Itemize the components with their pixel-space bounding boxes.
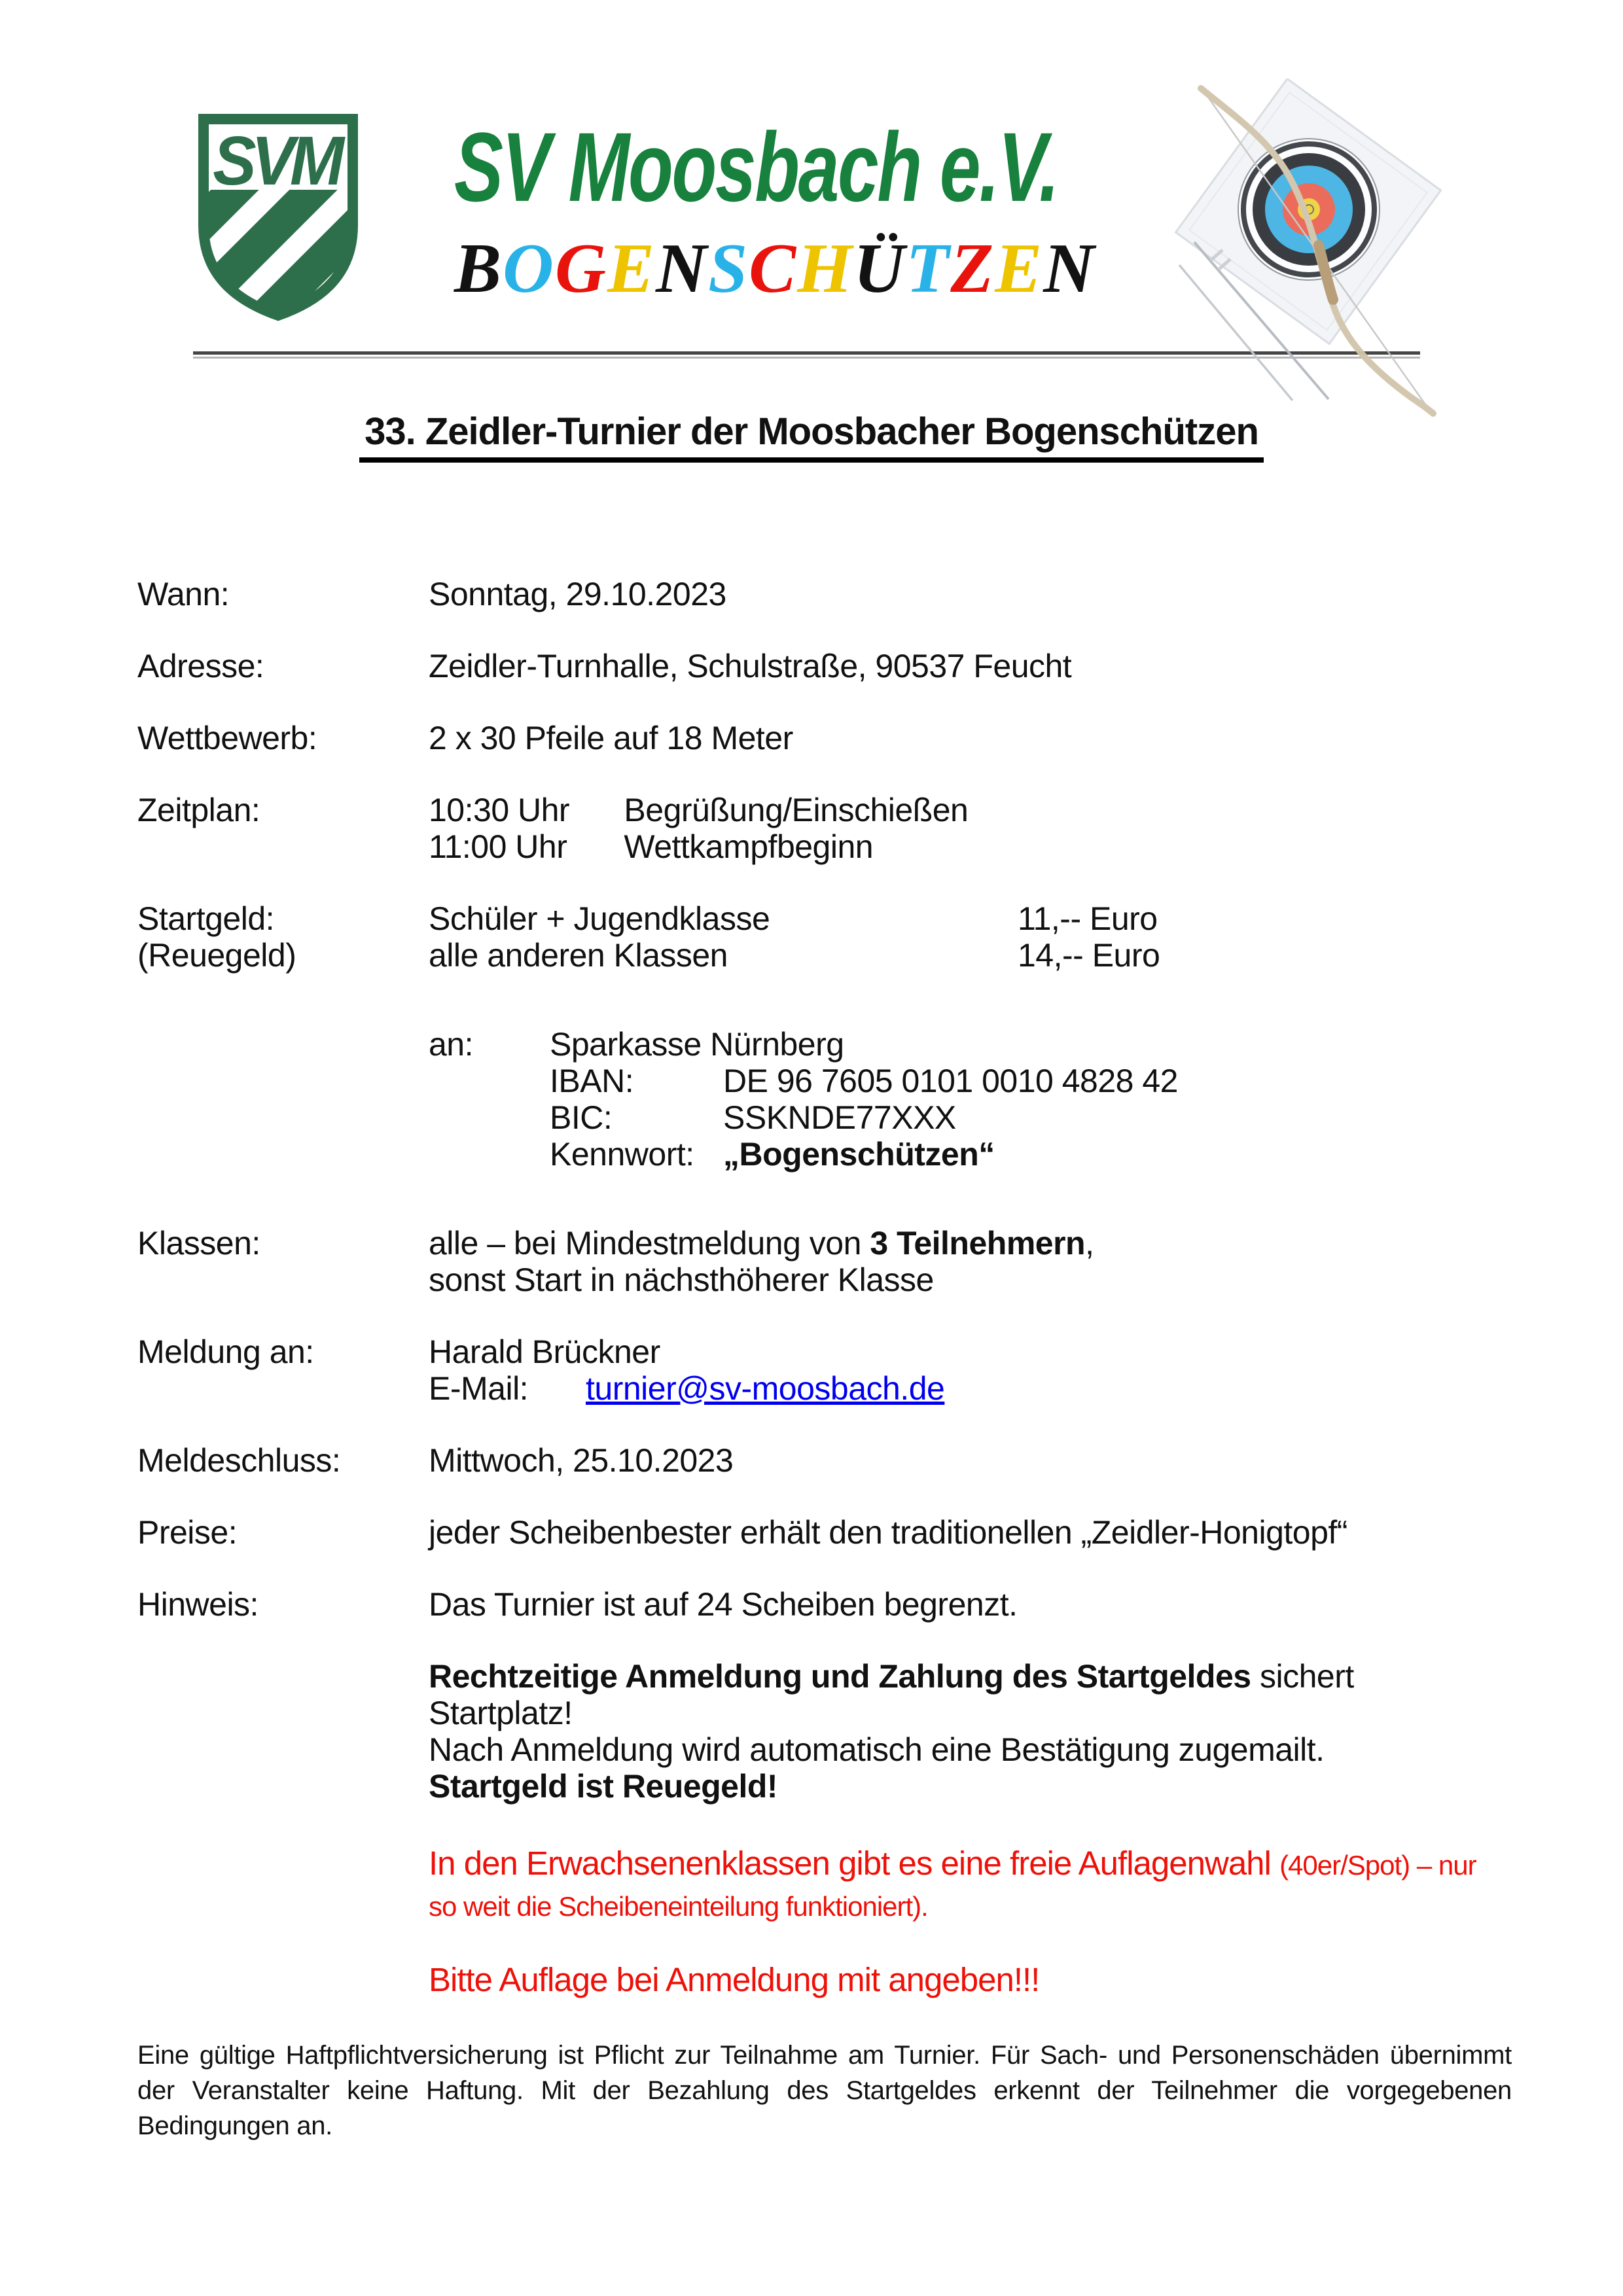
fee-price: 11,-- Euro <box>1018 900 1158 937</box>
row-label: Hinweis: <box>137 1586 259 1623</box>
fee-class: alle anderen Klassen <box>429 937 728 974</box>
club-name: SV Moosbach e.V. <box>454 112 1058 222</box>
banner-letter: T <box>906 230 951 308</box>
banner-letter: H <box>797 230 854 308</box>
row-label: Zeitplan: <box>137 792 260 828</box>
row-label: Wettbewerb: <box>137 720 317 756</box>
document-body <box>0 576 1623 2000</box>
notice-bold: Rechtzeitige Anmeldung und Zahlung des Startgeldes <box>429 1658 1251 1695</box>
fee-class: Schüler + Jugendklasse <box>429 900 770 937</box>
schedule-time: 10:30 Uhr <box>429 792 570 828</box>
row-adresse <box>137 648 1486 684</box>
club-title-block <box>454 110 1259 308</box>
row-startgeld <box>137 900 1486 974</box>
reuegeld-warning: Startgeld ist Reuegeld! <box>429 1768 778 1805</box>
row-value: Mittwoch, 25.10.2023 <box>429 1442 734 1479</box>
schedule-item <box>429 828 968 865</box>
row-preise <box>137 1514 1486 1551</box>
iban-value: DE 96 7605 0101 0010 4828 42 <box>723 1063 1178 1099</box>
row-label: Startgeld: (Reuegeld) <box>137 900 296 974</box>
logo-monogram: SVM <box>213 122 340 200</box>
svm-shield-logo-icon <box>194 113 362 322</box>
bank-name: Sparkasse Nürnberg <box>550 1026 844 1063</box>
kennwort-label: Kennwort: <box>550 1136 694 1173</box>
row-label: Wann: <box>137 576 230 612</box>
red-alert-block <box>429 1844 1486 2000</box>
contact-block <box>429 1333 944 1407</box>
row-zeitplan <box>137 792 1486 865</box>
bic-label: BIC: <box>550 1099 613 1136</box>
schedule-event: Begrüßung/Einschießen <box>624 792 969 828</box>
bank-iban-line <box>429 1063 1486 1099</box>
row-wann <box>137 576 1486 612</box>
document-title: 33. Zeidler-Turnier der Moosbacher Bogenschützen <box>359 411 1264 463</box>
schedule-item <box>429 792 968 828</box>
bank-kennwort-line <box>429 1136 1486 1173</box>
bank-bic-line <box>429 1099 1486 1136</box>
row-value: jeder Scheibenbester erhält den traditionellen „Zeidler-Honigtopf“ <box>429 1514 1347 1551</box>
row-label: Meldeschluss: <box>137 1442 341 1479</box>
banner-letter: E <box>607 230 656 308</box>
target-rings <box>1238 139 1380 280</box>
row-label: Preise: <box>137 1514 238 1551</box>
auflagenwahl-note: In den Erwachsenenklassen gibt es eine freie Auflagenwahl (40er/Spot) – nur so weit die Scheibeneinteilung funktioniert). <box>429 1845 1476 1922</box>
fee-list <box>429 900 1160 974</box>
banner-letter: C <box>749 230 798 308</box>
banner-letter: E <box>995 230 1044 308</box>
fee-price: 14,-- Euro <box>1018 937 1160 974</box>
email-label: E-Mail: <box>429 1370 529 1407</box>
contact-name: Harald Brückner <box>429 1333 660 1370</box>
row-klassen <box>137 1225 1486 1298</box>
email-link[interactable]: turnier@sv-moosbach.de <box>586 1370 945 1407</box>
banner-letter: N <box>1043 230 1096 308</box>
letterhead <box>0 0 1623 355</box>
row-value: Zeidler-Turnhalle, Schulstraße, 90537 Feucht <box>429 648 1072 684</box>
iban-label: IBAN: <box>550 1063 634 1099</box>
registration-notice: Rechtzeitige Anmeldung und Zahlung des Startgeldes sichert Startplatz! Nach Anmeldung wird automatisch eine Bestätigung zugemailt. Startgeld ist Reuegeld! <box>429 1658 1486 1805</box>
banner-letter: Z <box>950 230 995 308</box>
bank-details-block <box>429 1026 1486 1173</box>
banner-letter: Ü <box>853 230 906 308</box>
row-meldeschluss <box>137 1442 1486 1479</box>
row-label: Klassen: <box>137 1225 260 1262</box>
row-hinweis <box>137 1586 1486 1623</box>
auflage-request: Bitte Auflage bei Anmeldung mit angeben!!! <box>429 1961 1040 1998</box>
klassen-text: alle – bei Mindestmeldung von 3 Teilnehmern, sonst Start in nächsthöherer Klasse <box>429 1225 1094 1298</box>
bic-value: SSKNDE77XXX <box>723 1099 956 1136</box>
row-value: Sonntag, 29.10.2023 <box>429 576 726 612</box>
schedule-event: Wettkampfbeginn <box>624 828 874 865</box>
banner-letter: N <box>656 230 709 308</box>
min-participants: 3 Teilnehmern <box>870 1225 1086 1262</box>
row-value: 2 x 30 Pfeile auf 18 Meter <box>429 720 793 756</box>
bank-name-line <box>429 1026 1486 1063</box>
row-wettbewerb <box>137 720 1486 756</box>
banner-letter: B <box>454 230 503 308</box>
row-value: Das Turnier ist auf 24 Scheiben begrenzt. <box>429 1586 1018 1623</box>
banner-letter: G <box>555 230 608 308</box>
banner-letter: S <box>708 230 749 308</box>
archery-target-bow-photo <box>1165 79 1446 425</box>
club-banner-bogenschuetzen <box>454 230 1259 308</box>
schedule-time: 11:00 Uhr <box>429 828 567 865</box>
kennwort-value: „Bogenschützen“ <box>723 1136 995 1173</box>
liability-footnote: Eine gültige Haftpflichtversicherung ist Pflicht zur Teilnahme am Turnier. Für Sach- und Personenschäden übernimmt der Veranstalter keine Haftung. Mit der Bezahlung des Startgeldes erkennt der Teilnehmer die vorgegebenen Bedingungen an. <box>137 2041 1512 2140</box>
fee-item <box>429 937 1160 974</box>
row-label: Adresse: <box>137 648 264 684</box>
row-label: Meldung an: <box>137 1333 314 1370</box>
bank-an-label: an: <box>429 1026 474 1063</box>
schedule-list <box>429 792 968 865</box>
banner-letter: O <box>503 230 556 308</box>
row-meldung <box>137 1333 1486 1407</box>
fee-item <box>429 900 1160 937</box>
